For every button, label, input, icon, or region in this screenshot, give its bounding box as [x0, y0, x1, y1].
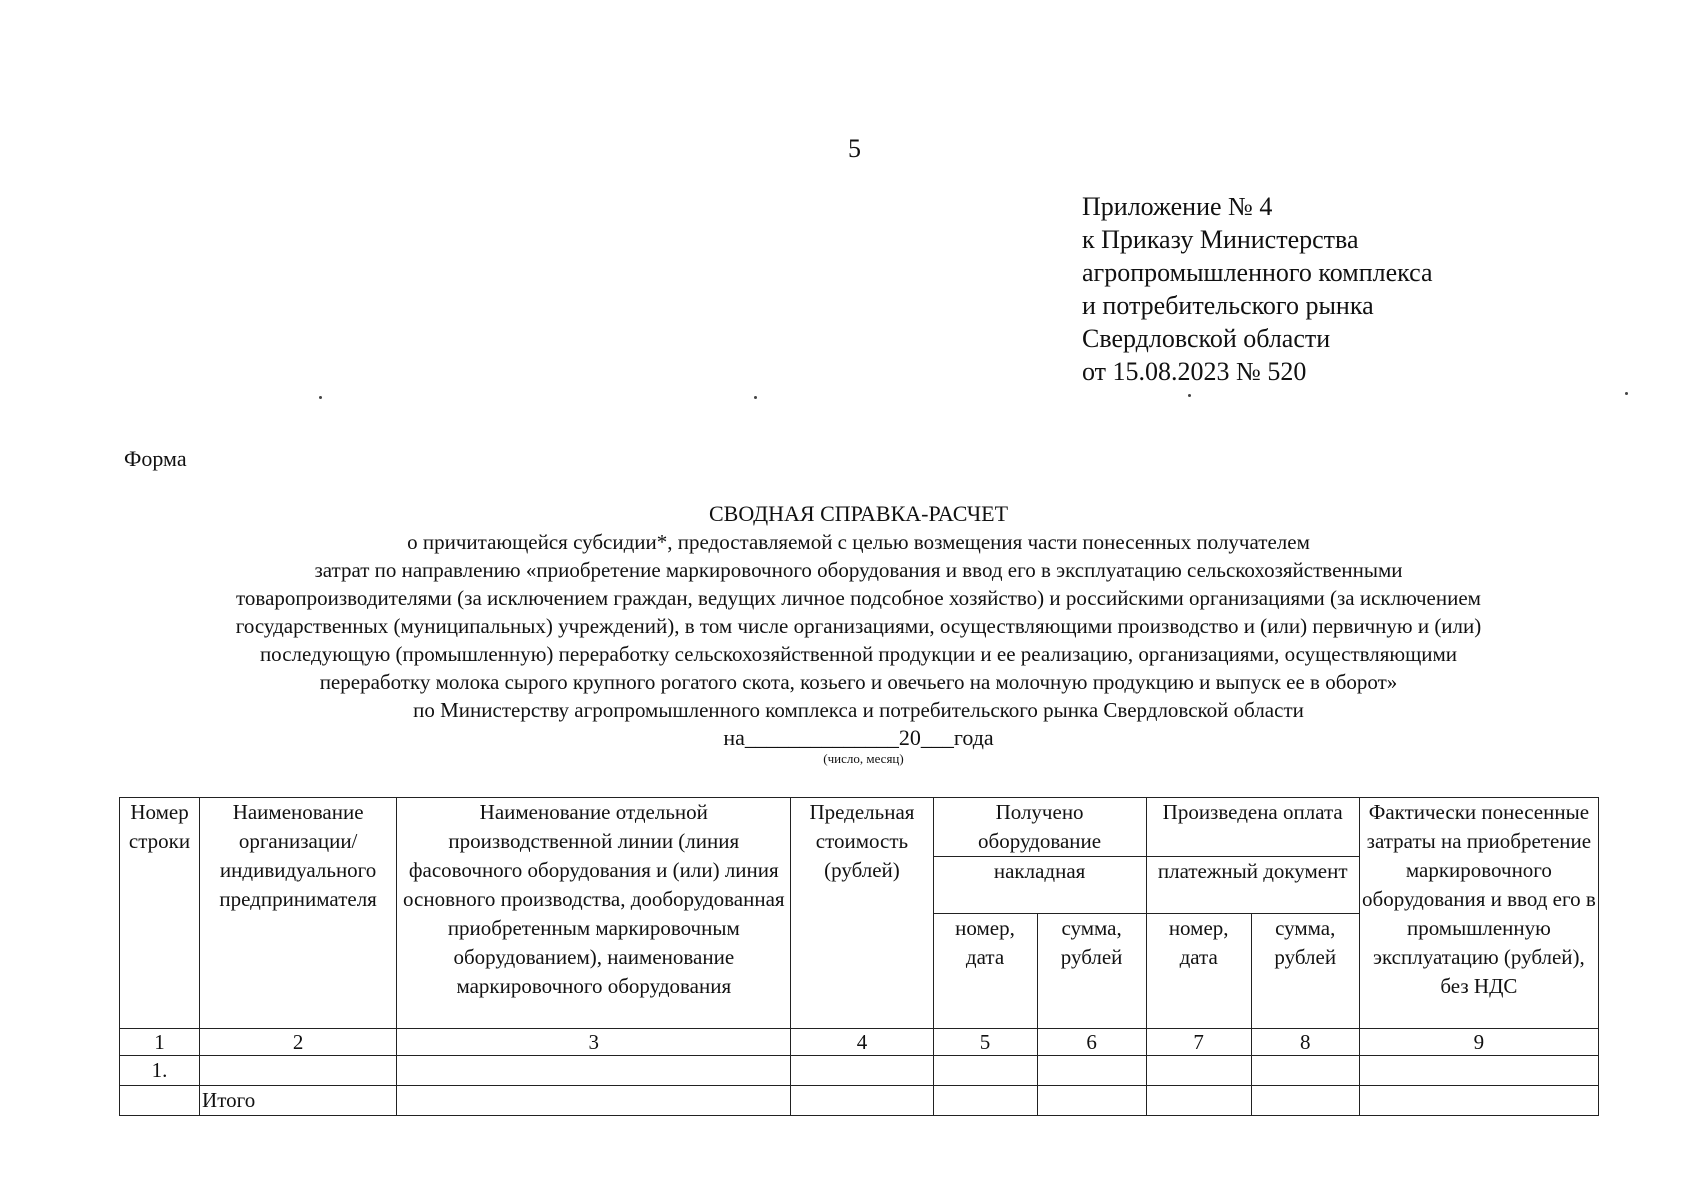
column-number: 3 [397, 1029, 791, 1056]
header-payment-made: Произведена оплата [1146, 798, 1359, 857]
header-payment-number-date: номер, дата [1146, 914, 1251, 1029]
appendix-block [1082, 190, 1433, 388]
column-number: 9 [1359, 1029, 1598, 1056]
table-cell [1359, 1056, 1598, 1086]
page-number: 5 [848, 134, 861, 163]
column-number: 1 [120, 1029, 200, 1056]
appendix-line: агропромышленного комплекса [1082, 258, 1433, 287]
header-equipment-received: Получено оборудование [933, 798, 1146, 857]
form-label: Форма [124, 446, 187, 471]
title-line: переработку молока сырого крупного рогатого скота, козьего и овечьего на молочную продукцию и выпуск ее в оборот» [319, 670, 1398, 694]
title-line: по Министерству агропромышленного комплекса и потребительского рынка Свердловской области [413, 698, 1304, 722]
scan-speck [1625, 392, 1628, 395]
header-row-number: Номер строки [120, 798, 200, 1029]
table-cell [1037, 1086, 1146, 1116]
header-actual-costs: Фактически понесенные затраты на приобретение маркировочного оборудования и ввод его в промышленную эксплуатацию (рублей), без НДС [1359, 798, 1598, 1029]
header-invoice: накладная [933, 857, 1146, 914]
date-caption: (число, месяц) [823, 751, 904, 766]
column-number: 7 [1146, 1029, 1251, 1056]
total-label: Итого [200, 1086, 397, 1116]
column-number: 6 [1037, 1029, 1146, 1056]
appendix-line: Приложение № 4 [1082, 192, 1273, 221]
scan-speck [319, 396, 322, 399]
title-line: государственных (муниципальных) учреждений), в том числе организациями, осуществляющими производство и (или) первичную и (или) [235, 614, 1482, 638]
table-cell [1146, 1086, 1251, 1116]
column-number: 5 [933, 1029, 1037, 1056]
column-numbers-row [120, 1029, 1599, 1056]
title-line: последующую (промышленную) переработку сельскохозяйственной продукции и ее реализацию, организациями, осуществляющими [259, 642, 1458, 666]
table-cell [1359, 1086, 1598, 1116]
scan-speck [754, 396, 757, 399]
subsidy-calculation-table [119, 797, 1599, 1116]
total-row [120, 1086, 1599, 1116]
column-number: 8 [1251, 1029, 1359, 1056]
appendix-line: Свердловской области [1082, 324, 1331, 353]
header-max-cost: Предельная стоимость (рублей) [791, 798, 933, 1029]
row-number-cell: 1. [120, 1056, 200, 1086]
title-line: товаропроизводителями (за исключением граждан, ведущих личное подсобное хозяйство) и российскими организациями (за исключением [236, 586, 1481, 610]
row-name-cell [200, 1056, 397, 1086]
appendix-line: от 15.08.2023 № 520 [1082, 357, 1307, 386]
column-number: 2 [200, 1029, 397, 1056]
column-number: 4 [791, 1029, 933, 1056]
scan-speck [1188, 394, 1191, 397]
header-organization-name: Наименование организации/ индивидуального предпринимателя [200, 798, 397, 1029]
table-row [120, 1056, 1599, 1086]
table-cell [1251, 1086, 1359, 1116]
header-invoice-number-date: номер, дата [933, 914, 1037, 1029]
table-cell [397, 1056, 791, 1086]
row-number-cell [120, 1086, 200, 1116]
header-payment-document: платежный документ [1146, 857, 1359, 914]
table-cell [933, 1086, 1037, 1116]
table-cell [1146, 1056, 1251, 1086]
header-production-line: Наименование отдельной производственной линии (линия фасовочного оборудования и (или) линия основного производства, дооборудованная приобретенным маркировочным оборудованием), наименование маркировочного оборудования [397, 798, 791, 1029]
date-line: на______________20___года [723, 725, 994, 750]
table-cell [933, 1056, 1037, 1086]
header-invoice-sum: сумма, рублей [1037, 914, 1146, 1029]
title-line: затрат по направлению «приобретение маркировочного оборудования и ввод его в эксплуатацию сельскохозяйственными [314, 558, 1403, 582]
header-payment-sum: сумма, рублей [1251, 914, 1359, 1029]
document-title-block [110, 500, 1607, 766]
table-cell [397, 1086, 791, 1116]
document-title: СВОДНАЯ СПРАВКА-РАСЧЕТ [708, 501, 1009, 526]
table-cell [791, 1056, 933, 1086]
appendix-line: и потребительского рынка [1082, 291, 1374, 320]
appendix-line: к Приказу Министерства [1082, 225, 1359, 254]
table-cell [1251, 1056, 1359, 1086]
title-line: о причитающейся субсидии*, предоставляемой с целью возмещения части понесенных получателем [407, 530, 1310, 554]
table-cell [791, 1086, 933, 1116]
table-cell [1037, 1056, 1146, 1086]
